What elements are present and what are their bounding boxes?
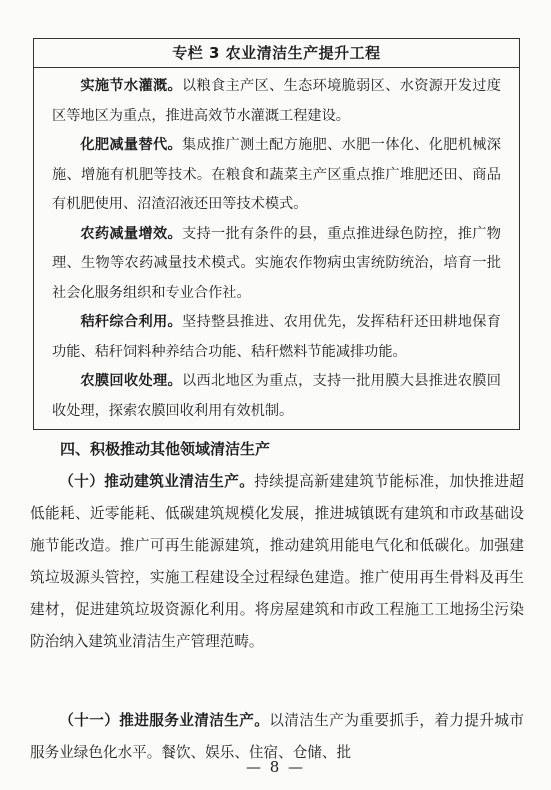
paragraph-text: 持续提高新建建筑节能标准，加快推进超低能耗、近零能耗、低碳建筑规模化发展，推进城镇既有建筑和市政基础设施节能改造。推广可再生能源建筑，推动建筑用能电气化和低碳化。加强建筑垃圾源头管控，实施工程建设全过程绿色建造。推广使用再生骨料及再生建材，促进建筑垃圾资源化利用。将房屋建筑和市政工程施工工地扬尘污染防治纳入建筑业清洁生产管理范畴。 — [30, 473, 524, 650]
item-text: 支持一批有条件的县，重点推进绿色防控，推广物理、生物等农药减量技术模式。实施农作物病虫害统防统治，培育一批社会化服务组织和专业合作社。 — [52, 225, 501, 301]
box-item-straw-utilization — [52, 308, 501, 367]
box-item-film-recycling — [52, 367, 501, 426]
item-text: 以西北地区为重点，支持一批用膜大县推进农膜回收处理，探索农膜回收利用有效机制。 — [52, 373, 501, 419]
page-number: — 8 — — [245, 758, 306, 776]
paragraph-lead: （十一）推进服务业清洁生产。 — [59, 712, 270, 729]
box-title: 专栏 3 农业清洁生产提升工程 — [34, 39, 519, 68]
box-item-fertilizer-reduction — [52, 131, 501, 220]
item-text: 集成推广测土配方施肥、水肥一体化、化肥机械深施、增施有机肥等技术。在粮食和蔬菜主产区重点推广堆肥还田、商品有机肥使用、沼渣沼液还田等技术模式。 — [52, 137, 501, 212]
item-lead: 实施节水灌溉。 — [80, 78, 182, 94]
item-lead: 化肥减量替代。 — [80, 137, 182, 153]
agriculture-cleaner-production-box — [33, 38, 520, 430]
box-item-pesticide-reduction — [52, 220, 501, 309]
box-item-water-saving-irrigation — [52, 72, 501, 131]
paragraph-text: 以清洁生产为重要抓手，着力提升城市服务业绿色化水平。餐饮、娱乐、住宿、仓储、批 — [30, 712, 524, 761]
item-lead: 秸秆综合利用。 — [80, 314, 182, 330]
item-lead: 农膜回收处理。 — [80, 373, 182, 389]
item-text: 坚持整县推进、农用优先，发挥秸秆还田耕地保育功能、秸秆饲料种养结合功能、秸秆燃料节能减排功能。 — [52, 314, 501, 360]
item-lead: 农药减量增效。 — [80, 225, 182, 242]
paragraph-lead: （十）推动建筑业清洁生产。 — [59, 473, 255, 490]
section-heading: 四、积极推动其他领域清洁生产 — [60, 440, 271, 458]
box-body — [34, 68, 519, 426]
paragraph-construction — [30, 466, 524, 658]
item-text: 以粮食主产区、生态环境脆弱区、水资源开发过度区等地区为重点，推进高效节水灌溉工程建设。 — [52, 78, 501, 124]
